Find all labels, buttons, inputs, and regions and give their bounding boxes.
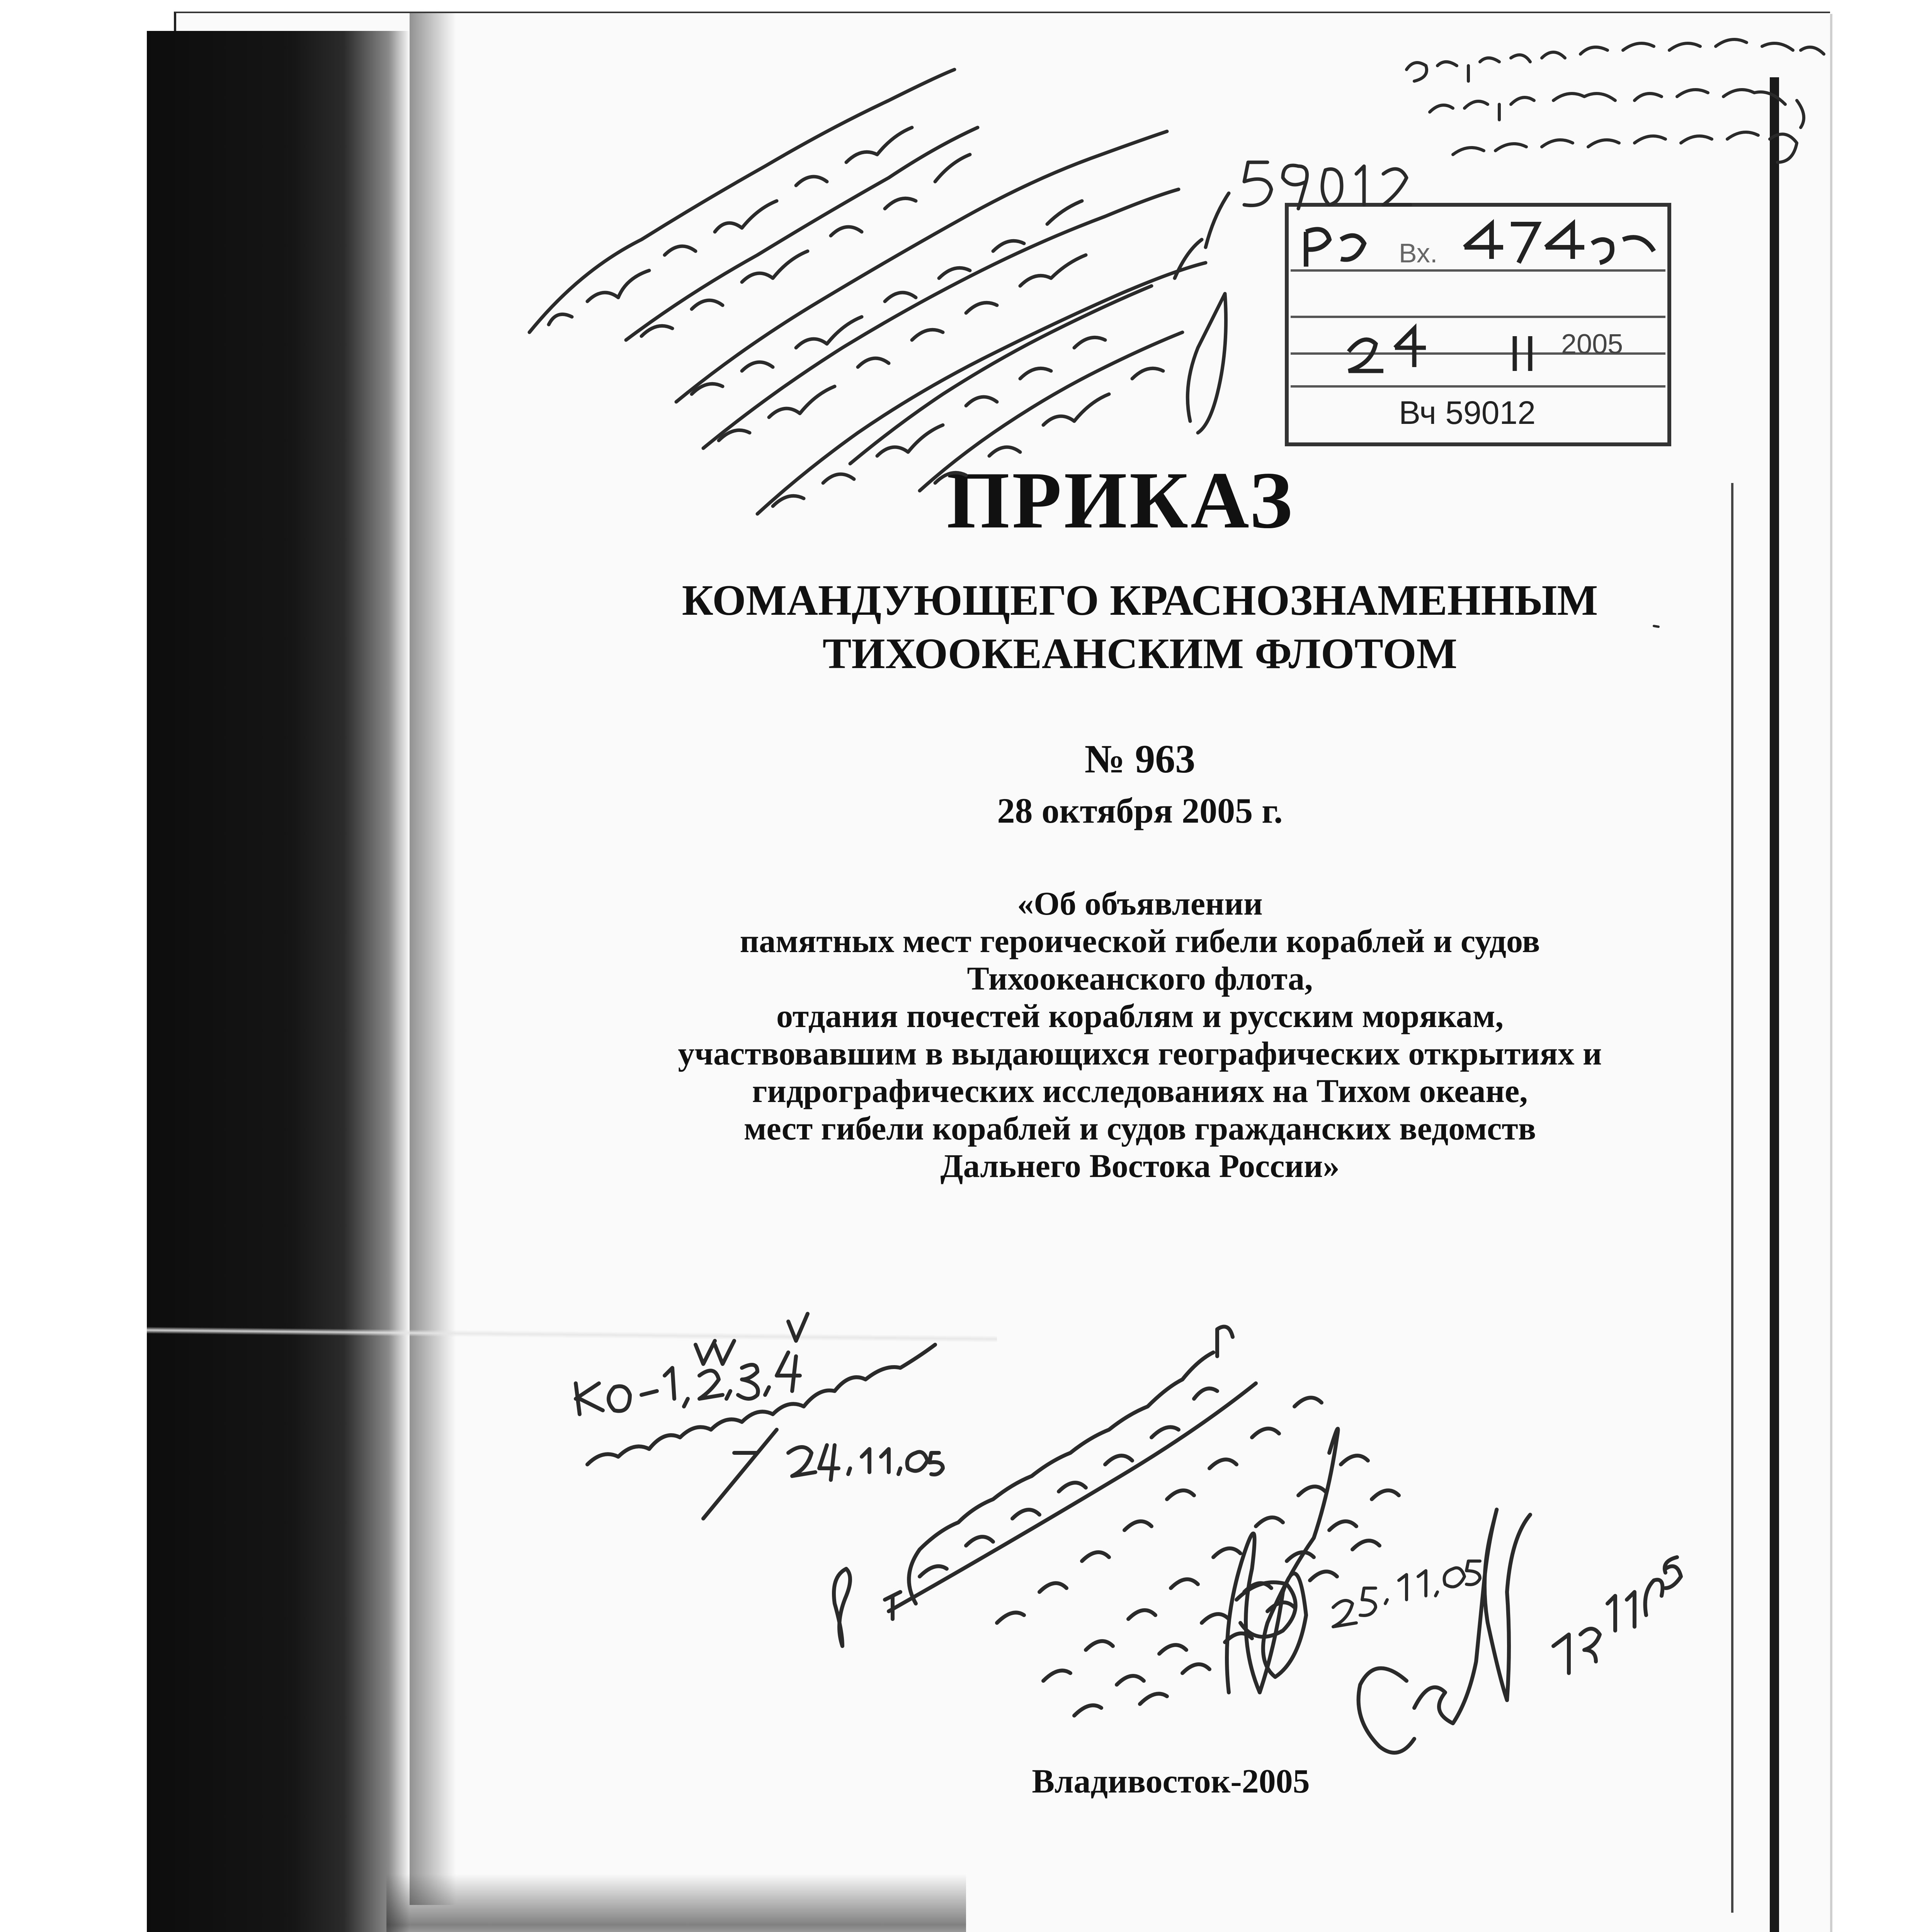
- subject-line: Дальнего Востока России»: [940, 1147, 1340, 1184]
- stamp-date-year: 2005: [1561, 329, 1623, 360]
- subject-line: «Об объявлении: [1017, 885, 1263, 922]
- handwritten-resolution-left: [576, 1314, 943, 1519]
- handwritten-signature-right: [1359, 1510, 1681, 1753]
- margin-dot: [1654, 626, 1731, 1932]
- place-and-year: Владивосток-2005: [1032, 1763, 1310, 1800]
- issuer-line: КОМАНДУЮЩЕГО КРАСНОЗНАМЕННЫМ: [682, 577, 1598, 624]
- order-date: 28 октября 2005 г.: [997, 791, 1283, 830]
- handwritten-note-top-left: [529, 70, 1229, 514]
- page-title: ПРИКАЗ: [946, 456, 1295, 545]
- subject-line: памятных мест героической гибели кораблей и судов: [740, 922, 1540, 959]
- handwritten-resolution-center: [834, 1327, 1399, 1716]
- subject-line: участвовавшим в выдающихся географических открытиях и: [678, 1035, 1602, 1072]
- issuer-line: ТИХООКЕАНСКИМ ФЛОТОМ: [822, 630, 1458, 678]
- handwritten-date-center: [1333, 1561, 1480, 1627]
- subject-line: гидрографических исследованиях на Тихом океане,: [752, 1072, 1528, 1109]
- subject-line: мест гибели кораблей и судов гражданских ведомств: [743, 1110, 1536, 1147]
- order-number: № 963: [1084, 737, 1196, 781]
- stamp-unit: Вч 59012: [1399, 395, 1536, 431]
- stamp-reg-prefix: Вх.: [1399, 238, 1438, 268]
- handwritten-top-number: [1244, 162, 1410, 209]
- subject-line: Тихоокеанского флота,: [967, 960, 1313, 997]
- subject-line: отдания почестей кораблям и русским морякам,: [776, 997, 1504, 1034]
- handwritten-note-top-right: [1407, 39, 1824, 162]
